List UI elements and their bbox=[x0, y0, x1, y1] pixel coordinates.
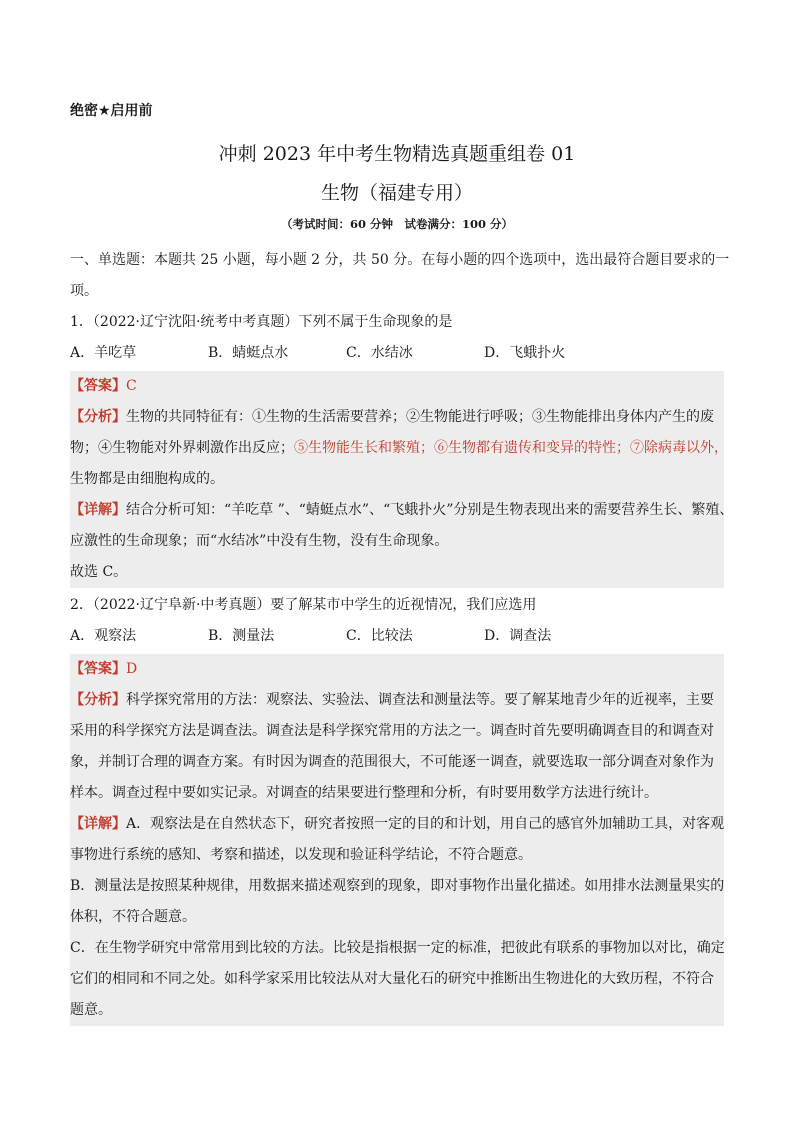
answer-tag: 【答案】 bbox=[70, 378, 126, 394]
analysis-line: 【分析】生物的共同特征有：①生物的生活需要营养；②生物能进行呼吸；③生物能排出身体内产生的废 bbox=[70, 409, 714, 425]
analysis-line: 样本。调查过程中要如实记录。对调查的结果要进行整理和分析，有时要用数学方法进行统计。 bbox=[70, 785, 658, 801]
option-d: D．调查法 bbox=[484, 628, 552, 644]
option-b: B．测量法 bbox=[208, 628, 275, 644]
question-1-stem: 1．（2022·辽宁沈阳·统考中考真题）下列不属于生命现象的是 bbox=[70, 314, 453, 330]
answer-row bbox=[70, 654, 724, 685]
detail-tag: 【详解】 bbox=[70, 502, 126, 518]
option-b: B．蜻蜓点水 bbox=[208, 345, 289, 361]
answer-tag: 【答案】 bbox=[70, 661, 126, 677]
question-2-stem: 2．（2022·辽宁阜新·中考真题）要了解某市中学生的近视情况，我们应选用 bbox=[70, 597, 537, 613]
detail-tag: 【详解】 bbox=[70, 816, 126, 832]
section-heading-cont: 项。 bbox=[70, 283, 98, 299]
question-1-options bbox=[70, 338, 724, 369]
detail-line: 【详解】A．观察法是在自然状态下，研究者按照一定的目的和计划，用自己的感官外加辅助工具，对客观 bbox=[70, 816, 725, 832]
detail-line: 题意。 bbox=[70, 1002, 112, 1018]
page-subtitle: 生物（福建专用） bbox=[320, 182, 473, 204]
conclusion: 故选 C。 bbox=[70, 564, 128, 580]
analysis-line: 生物都是由细胞构成的。 bbox=[70, 471, 224, 487]
detail-line: 体积，不符合题意。 bbox=[70, 909, 196, 925]
option-c: C．比较法 bbox=[346, 628, 413, 644]
option-a: A．观察法 bbox=[70, 628, 137, 644]
analysis-line: 物；④生物能对外界刺激作出反应；⑤生物能生长和繁殖；⑥生物都有遗传和变异的特性；⑦除病毒以外， bbox=[70, 440, 728, 456]
option-d: D．飞蛾扑火 bbox=[484, 345, 566, 361]
analysis-line: 【分析】科学探究常用的方法：观察法、实验法、调查法和测量法等。要了解某地青少年的近视率，主要 bbox=[70, 692, 714, 708]
option-a: A．羊吃草 bbox=[70, 345, 137, 361]
analysis-tag: 【分析】 bbox=[70, 409, 126, 425]
page-title: 冲刺 2023 年中考生物精选真题重组卷 01 bbox=[218, 143, 576, 165]
answer-value: C bbox=[126, 378, 137, 394]
analysis-line: 象，并制订合理的调查方案。有时因为调查的范围很大，不可能逐一调查，就要选取一部分调查对象作为 bbox=[70, 754, 714, 770]
detail-line: 事物进行系统的感知、考察和描述，以发现和验证科学结论，不符合题意。 bbox=[70, 847, 532, 863]
question-2-solution bbox=[70, 654, 724, 1026]
exam-info: （考试时间：60 分钟 试卷满分：100 分） bbox=[280, 217, 513, 231]
section-heading: 一、单选题：本题共 25 小题，每小题 2 分，共 50 分。在每小题的四个选项中，选出最符合题目要求的一 bbox=[70, 252, 730, 268]
answer-row bbox=[70, 371, 724, 402]
question-2-options bbox=[70, 621, 724, 652]
confidential-label: 绝密★启用前 bbox=[70, 103, 153, 119]
detail-line: C．在生物学研究中常常用到比较的方法。比较是指根据一定的标准，把彼此有联系的事物加以对比，确定 bbox=[70, 940, 725, 956]
analysis-line: 采用的科学探究方法是调查法。调查法是科学探究常用的方法之一。调查时首先要明确调查目的和调查对 bbox=[70, 723, 714, 739]
question-1-solution bbox=[70, 371, 734, 588]
detail-line: 应激性的生命现象；而“水结冰”中没有生物，没有生命现象。 bbox=[70, 533, 449, 549]
content bbox=[70, 245, 734, 1028]
analysis-tag: 【分析】 bbox=[70, 692, 126, 708]
detail-line: 【详解】结合分析可知：“羊吃草 ”、“蜻蜓点水”、“飞蛾扑火”分别是生物表现出来的需要营养生长、繁殖、 bbox=[70, 502, 734, 518]
option-c: C．水结冰 bbox=[346, 345, 413, 361]
detail-line: 它们的相同和不同之处。如科学家采用比较法从对大量化石的研究中推断出生物进化的大致历程，不符合 bbox=[70, 971, 714, 987]
answer-value: D bbox=[126, 661, 138, 677]
detail-line: B．测量法是按照某种规律，用数据来描述观察到的现象，即对事物作出量化描述。如用排水法测量果实的 bbox=[70, 878, 725, 894]
